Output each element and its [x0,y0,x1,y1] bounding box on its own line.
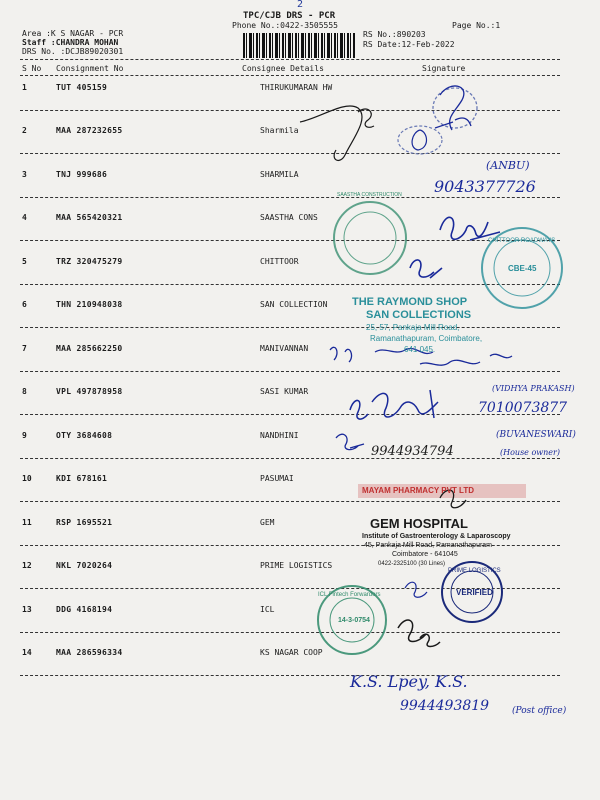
row-sno: 14 [22,648,32,657]
signature-row-1 [433,86,477,130]
row-sno: 2 [22,126,27,135]
signature-row-2 [300,106,453,160]
hw-row9-name: (BUVANESWARI) [496,430,576,440]
hw-row8-phone: 7010073877 [478,400,568,416]
row-consignee: Sharmila [260,126,299,135]
prime-center-text: VERIFIED [456,588,493,597]
staff-label: Staff :CHANDRA MOHAN [22,38,119,47]
row-sno: 4 [22,213,27,222]
icl-ring-text: ICL Fintech Forwarders [318,592,381,598]
col-sno: S No [22,64,42,73]
chittoor-ring-text: CHITTOOR ROADWAYS [488,238,556,244]
row-consignment: DDG 4168194 [56,605,113,614]
row-consignee: ICL [260,605,275,614]
row-consignment: MAA 287232655 [56,126,123,135]
row-sno: 11 [22,518,32,527]
row-consignment: TRZ 320475279 [56,257,123,266]
page-number: Page No.:1 [452,21,501,30]
row-consignment: OTY 3684608 [56,431,113,440]
row-consignee: PRIME LOGISTICS [260,561,333,570]
row-consignment: MAA 285662250 [56,344,123,353]
row-sno: 5 [22,257,27,266]
area-label: Area :K S NAGAR - PCR [22,29,124,38]
row-consignment: THN 210948038 [56,300,123,309]
gem-stamp-line5: 0422-2325100 (30 Lines) [378,561,446,567]
raymond-stamp-line4: Ramanathapuram, Coimbatore, [370,334,483,343]
drs-number: DRS No. :DCJB89020301 [22,47,124,56]
row-consignment: TNJ 999686 [56,170,108,179]
gem-stamp-line3: 45, Pankaja Mill Road, Ramanathapuram [364,542,493,549]
pharmacy-stamp-text: MAYAM PHARMACY PVT LTD [362,486,475,495]
saastha-stamp-text: SAASTHA CONSTRUCTION [337,192,402,198]
row-consignee: SAN COLLECTION [260,300,328,309]
raymond-stamp-line3: 25, 57, Pankaja Mill Road, [366,323,460,332]
handwritten-mark: 2 [297,0,304,10]
row-consignee: SASI KUMAR [260,387,309,396]
row-consignment: MAA 565420321 [56,213,123,222]
hw-row3-phone: 9043377726 [434,177,536,196]
row-sno: 12 [22,561,32,570]
row-consignment: VPL 497878958 [56,387,123,396]
hw-row3-name: (ANBU) [486,159,530,172]
chittoor-center-text: CBE-45 [508,264,537,273]
row-sno: 8 [22,387,27,396]
raymond-stamp-line1: THE RAYMOND SHOP [352,296,468,308]
row-sno: 3 [22,170,27,179]
row-consignee: CHITTOOR [260,257,299,266]
signature-row-13 [398,620,440,646]
row-consignee: GEM [260,518,275,527]
row-sno: 9 [22,431,27,440]
col-signature: Signature [422,64,466,73]
icl-center-text: 14-3-0754 [338,617,370,624]
row-consignee: THIRUKUMARAN HW [260,83,333,92]
row-consignment: KDI 678161 [56,474,108,483]
col-consignee: Consignee Details [242,64,324,73]
row-sno: 1 [22,83,27,92]
gem-stamp-line1: GEM HOSPITAL [370,516,468,531]
row-consignment: RSP 1695521 [56,518,113,527]
row-consignee: PASUMAI [260,474,294,483]
row-consignee: SHARMILA [260,170,299,179]
signature-row-9 [336,434,364,449]
col-consignment: Consignment No [56,64,124,73]
row-consignment: NKL 7020264 [56,561,113,570]
gem-stamp-line2: Institute of Gastroenterology & Laparoscopy [362,533,511,540]
prime-ring-text: PRIME LOGISTICS [448,568,501,574]
phone-number: Phone No.:0422-3505555 [232,21,338,30]
hw-row14-phone: 9944493819 [400,698,490,714]
hw-row9-note: (House owner) [500,448,560,457]
raymond-stamp-line5: 641 045. [404,345,436,354]
row-sno: 13 [22,605,32,614]
sheet-title: TPC/CJB DRS - PCR [243,11,336,21]
rs-number: RS No.:890203 [363,30,426,39]
row-consignee: MANIVANNAN [260,344,309,353]
row-consignee: KS NAGAR COOP [260,648,323,657]
row-sno: 10 [22,474,32,483]
row-consignment: TUT 405159 [56,83,108,92]
raymond-stamp-line2: SAN COLLECTIONS [366,309,472,321]
row-consignment: MAA 286596334 [56,648,123,657]
hw-row9-phone: 9944934794 [371,444,454,459]
signature-row-5 [410,260,442,278]
hw-row8-name: (VIDHYA PRAKASH) [492,384,575,393]
gem-stamp-line4: Coimbatore - 641045 [392,551,458,558]
rs-date: RS Date:12-Feb-2022 [363,40,455,49]
row-sno: 6 [22,300,27,309]
hw-row14-signature: K.S. Lpey, K.S. [350,672,468,691]
row-sno: 7 [22,344,27,353]
row-consignee: NANDHINI [260,431,299,440]
signature-row-12 [405,582,427,597]
row-consignee: SAASTHA CONS [260,213,318,222]
saastha-stamp [334,202,406,274]
signature-row-8 [350,390,438,419]
hw-row14-note: (Post office) [512,706,567,716]
